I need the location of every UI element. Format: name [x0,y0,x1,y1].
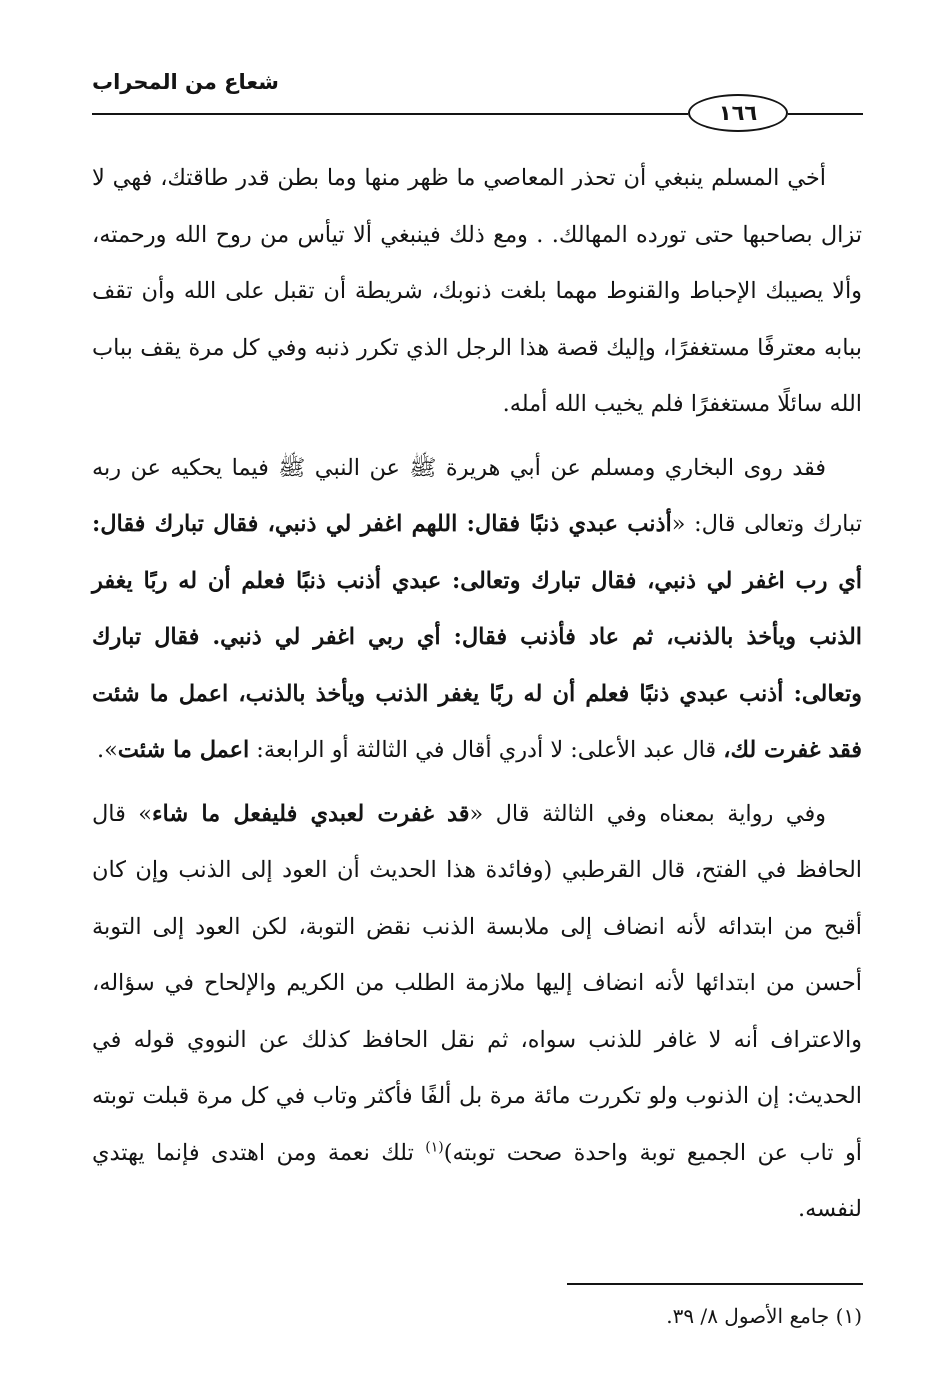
footnote-separator [567,1283,863,1285]
header-rule-left [92,113,688,115]
hadith-quote-end: اعمل ما شئت [117,737,250,763]
paragraph-1: أخي المسلم ينبغي أن تحذر المعاصي ما ظهر منها وما بطن قدر طاقتك، فهي لا تزال بصاحبها حتى تورده المهالك. . ومع ذلك فينبغي ألا تيأس من روح الله ورحمته، وألا يصيبك الإحباط والقنوط مهما بلغت ذنوبك، شريطة أن تقبل على الله وأن تقف ببابه معترفًا مستغفرًا، وإليك قصة هذا الرجل الذي تكرر ذنبه وفي كل مرة يقف بباب الله سائلًا مستغفرًا فلم يخيب الله أمله. [92,165,862,417]
paragraph-2 [92,440,862,779]
hadith-quote: أذنب عبدي ذنبًا فقال: اللهم اغفر لي ذنبي، فقال تبارك فقال: أي رب اغفر لي ذنبي، فقال تبارك وتعالى: عبدي أذنب ذنبًا فعلم أن له ربًا يغفر الذنب ويأخذ بالذنب، ثم عاد فأذنب فقال: أي ربي اغفر لي ذنبي. فقال تبارك وتعالى: أذنب عبدي ذنبًا فعلم أن له ربًا يغفر الذنب ويأخذ بالذنب، اعمل ما شئت فقد غفرت لك، [92,511,862,763]
footnote-reference: (١) [425,1139,444,1156]
paragraph-3-end: تلك نعمة ومن اهتدى فإنما يهتدي لنفسه. [92,1139,862,1222]
header-rule-right [788,113,863,115]
paragraph-2-end: ». [96,737,118,763]
narration-quote: قد غفرت لعبدي فليفعل ما شاء [152,800,470,827]
page-number: ١٦٦ [688,94,788,132]
paragraph-3 [92,786,862,1238]
footnote: (١) جامع الأصول ٨/ ٣٩. [666,1304,862,1328]
paragraph-3-body: » قال الحافظ في الفتح، قال القرطبي (وفائدة هذا الحديث أن العود إلى الذنب وإن كان أقبح من ابتدائه لأنه انضاف إلى ملابسة الذنب نقض التوبة، لكن العود إلى التوبة أحسن من ابتدائها لأنه انضاف إليها ملازمة الطلب من الكريم والإلحاح في سؤاله، والاعتراف أنه لا غافر للذنب سواه، ثم نقل الحافظ كذلك عن النووي قوله في الحديث: إن الذنوب ولو تكررت مائة مرة بل ألفًا فأكثر وتاب في كل مرة قبلت توبته أو تاب عن الجميع توبة واحدة صحت توبته) [92,800,862,1166]
paragraph-2-intro: فقد روى البخاري ومسلم عن أبي هريرة ﷺ عن النبي ﷺ فيما يحكيه عن ربه تبارك وتعالى قال: « [92,454,862,537]
body-text [92,150,862,1245]
running-title: شعاع من المحراب [92,70,279,94]
paragraph-2-middle: قال عبد الأعلى: لا أدري أقال في الثالثة أو الرابعة: [249,737,724,763]
paragraph-3-intro: وفي رواية بمعناه وفي الثالثة قال « [469,800,826,827]
